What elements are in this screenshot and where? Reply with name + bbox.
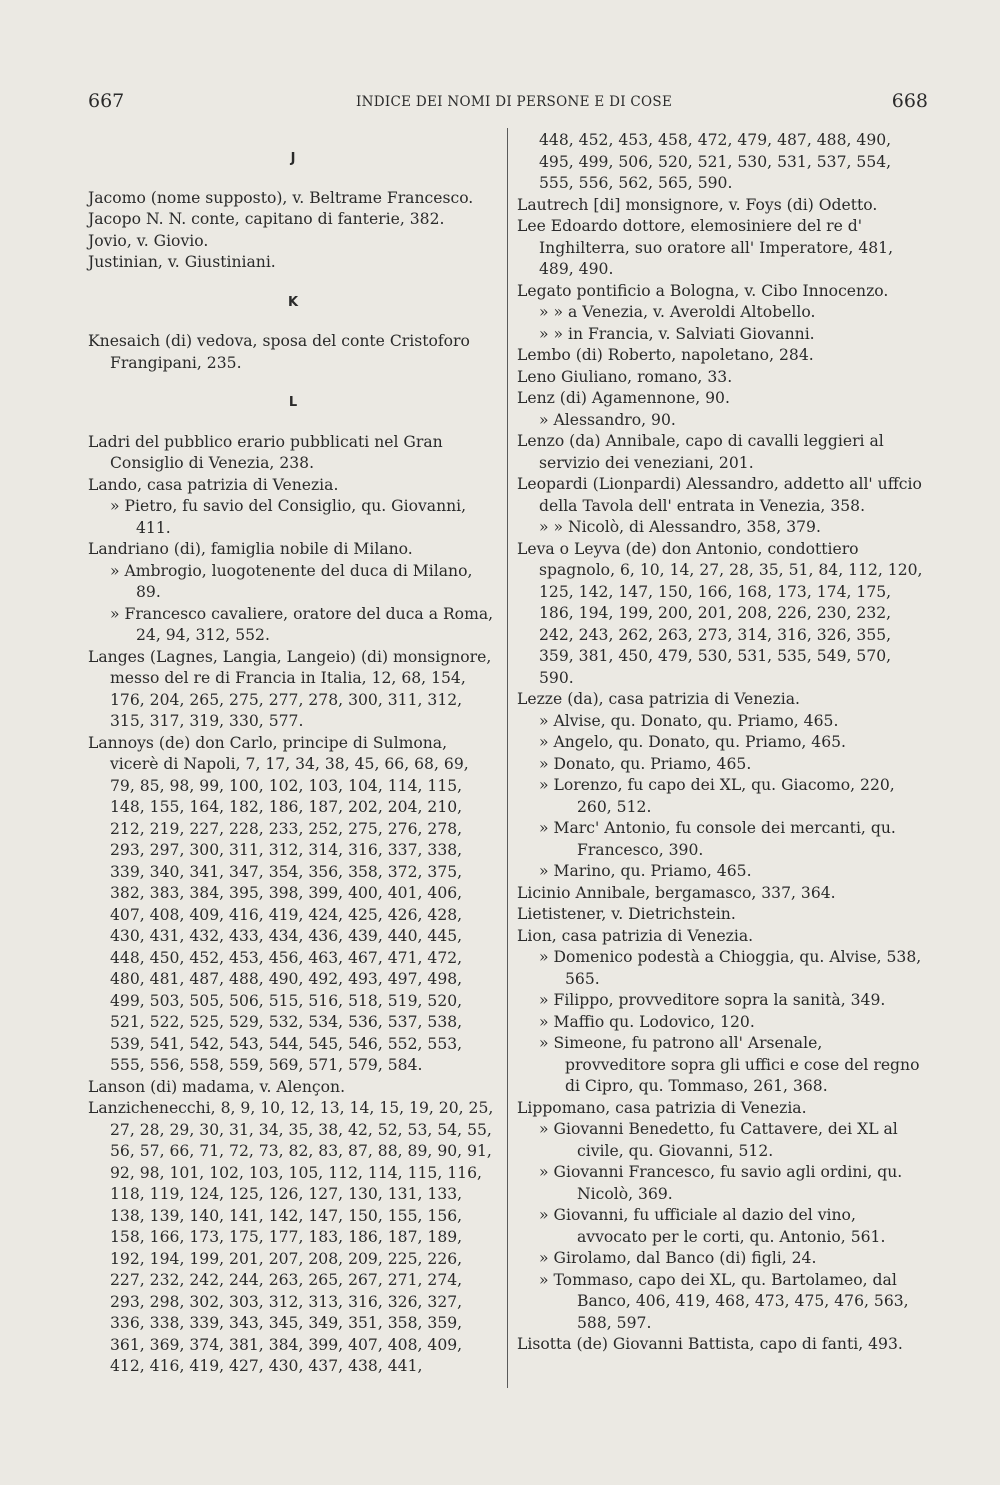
running-title: INDICE DEI NOMI DI PERSONE E DI COSE xyxy=(356,94,673,110)
section-letter-j: J xyxy=(290,151,296,166)
index-entry: Lippomano, casa patrizia di Venezia. xyxy=(517,1098,807,1117)
section-letter-l: L xyxy=(288,395,298,410)
index-entry: Lietistener, v. Dietrichstein. xyxy=(517,905,736,923)
index-entry: Leopardi (Lionpardi) Alessandro, addetto all' uffcio della Tavola dell' entrata in Venezia, 358. xyxy=(517,475,922,515)
index-entry: Landriano (di), famiglia nobile di Milano. xyxy=(88,540,413,558)
index-subentry: » Ambrogio, luogotenente del duca di Milano, 89. xyxy=(110,561,473,601)
index-entry: Lando, casa patrizia di Venezia. xyxy=(88,475,339,494)
left-page-number: 667 xyxy=(88,90,125,112)
index-subentry: » » a Venezia, v. Averoldi Altobello. xyxy=(539,303,816,321)
index-entry: Jovio, v. Giovio. xyxy=(88,231,209,250)
index-entry: Justinian, v. Giustiniani. xyxy=(88,253,276,271)
index-subentry: » Marino, qu. Priamo, 465. xyxy=(539,862,752,880)
index-entry: Lisotta (de) Giovanni Battista, capo di fanti, 493. xyxy=(517,1335,903,1353)
index-subentry: » Pietro, fu savio del Consiglio, qu. Giovanni, 411. xyxy=(110,497,467,537)
index-entry: Lenzo (da) Annibale, capo di cavalli leggieri al servizio dei veneziani, 201. xyxy=(517,432,884,472)
index-subentry: » Filippo, provveditore sopra la sanità, 349. xyxy=(539,991,886,1009)
right-page-number: 668 xyxy=(891,90,928,112)
index-entry: Jacomo (nome supposto), v. Beltrame Francesco. xyxy=(88,188,474,207)
index-subentry: » Marc' Antonio, fu console dei mercanti, qu. Francesco, 390. xyxy=(539,819,896,859)
index-subentry: » Simeone, fu patrono all' Arsenale, provveditore sopra gli uffici e cose del regno di Cipro, qu. Tommaso, 261, 368. xyxy=(539,1034,920,1095)
index-subentry: » Maffio qu. Lodovico, 120. xyxy=(539,1012,755,1031)
index-entry: Lanzichenecchi, 8, 9, 10, 12, 13, 14, 15, 19, 20, 25, 27, 28, 29, 30, 31, 34, 35, 38, 42, 52, 53, 54, 55, 56, 57, 66, 71, 72, 73, 82, 83, 87, 88, 89, 90, 91, 92, 98, 101, 102, 103, 105, 112, 114, 115, 116, 118, 119, 124, 125, 126, 127, 130, 131, 133, 138, 139, 140, 141, 142, 147, 150, 155, 156, 158, 166, 173, 175, 177, 183, 186, 187, 189, 192, 194, 199, 201, 207, 208, 209, 225, 226, 227, 232, 242, 244, 263, 265, 267, 271, 274, 293, 298, 302, 303, 312, 313, 316, 326, 327, 336, 338, 339, 343, 345, 349, 351, 358, 359, 361, 369, 374, 381, 384, 399, 407, 408, 409, 412, 416, 419, 427, 430, 437, 438, 441, xyxy=(88,1099,494,1375)
index-subentry: » Domenico podestà a Chioggia, qu. Alvise, 538, 565. xyxy=(539,948,922,988)
index-entry: Lezze (da), casa patrizia di Venezia. xyxy=(517,690,801,708)
index-subentry: » Alvise, qu. Donato, qu. Priamo, 465. xyxy=(539,711,839,730)
index-entry: Licinio Annibale, bergamasco, 337, 364. xyxy=(517,883,836,902)
index-entry: Ladri del pubblico erario pubblicati nel Gran Consiglio di Venezia, 238. xyxy=(88,432,443,472)
index-subentry: » Alessandro, 90. xyxy=(539,410,676,429)
index-subentry: » Lorenzo, fu capo dei XL, qu. Giacomo, 220, 260, 512. xyxy=(539,776,895,816)
index-entry: Lanson (di) madama, v. Alençon. xyxy=(88,1077,346,1096)
index-entry-continued: 448, 452, 453, 458, 472, 479, 487, 488, 490, 495, 499, 506, 520, 521, 530, 531, 537, 554, 555, 556, 562, 565, 590. xyxy=(539,131,892,192)
index-subentry: » Girolamo, dal Banco (di) figli, 24. xyxy=(539,1249,817,1267)
column-divider xyxy=(507,128,508,1388)
index-entry: Leva o Leyva (de) don Antonio, condottiero spagnolo, 6, 10, 14, 27, 28, 35, 51, 84, 112, 120, 125, 142, 147, 150, 166, 168, 173, 174, 175, 186, 194, 199, 200, 201, 208, 226, 230, 232, 242, 243, 262, 263, 273, 314, 316, 326, 355, 359, 381, 450, 479, 530, 531, 535, 549, 570, 590. xyxy=(517,539,923,687)
index-entry: Knesaich (di) vedova, sposa del conte Cristoforo Frangipani, 235. xyxy=(88,332,470,372)
index-subentry: » Francesco cavaliere, oratore del duca a Roma, 24, 94, 312, 552. xyxy=(110,604,494,644)
index-entry: Lautrech [di] monsignore, v. Foys (di) Odetto. xyxy=(517,195,878,214)
index-subentry: » » in Francia, v. Salviati Giovanni. xyxy=(539,324,815,343)
index-entry: Lembo (di) Roberto, napoletano, 284. xyxy=(517,346,814,364)
index-entry: Lion, casa patrizia di Venezia. xyxy=(517,926,754,945)
index-subentry: » Giovanni Benedetto, fu Cattavere, dei XL al civile, qu. Giovanni, 512. xyxy=(539,1120,898,1160)
index-entry: Legato pontificio a Bologna, v. Cibo Innocenzo. xyxy=(517,281,889,300)
index-subentry: » Giovanni, fu ufficiale al dazio del vino, avvocato per le corti, qu. Antonio, 561. xyxy=(539,1206,886,1246)
left-column xyxy=(88,130,498,1378)
index-subentry: » Donato, qu. Priamo, 465. xyxy=(539,754,752,773)
index-subentry: » » Nicolò, di Alessandro, 358, 379. xyxy=(539,518,821,536)
index-entry: Leno Giuliano, romano, 33. xyxy=(517,367,733,386)
index-entry: Jacopo N. N. conte, capitano di fanterie, 382. xyxy=(88,210,445,228)
index-subentry: » Angelo, qu. Donato, qu. Priamo, 465. xyxy=(539,733,847,751)
index-subentry: » Giovanni Francesco, fu savio agli ordini, qu. Nicolò, 369. xyxy=(539,1163,903,1203)
index-subentry: » Tommaso, capo dei XL, qu. Bartolameo, dal Banco, 406, 419, 468, 473, 475, 476, 563, 588, 597. xyxy=(539,1270,909,1332)
index-entry: Lee Edoardo dottore, elemosiniere del re d' Inghilterra, suo oratore all' Imperatore, 481, 489, 490. xyxy=(517,217,894,278)
right-column xyxy=(517,130,927,1356)
index-entry: Lenz (di) Agamennone, 90. xyxy=(517,389,730,407)
index-entry: Langes (Lagnes, Langia, Langeio) (di) monsignore, messo del re di Francia in Italia, 12, 68, 154, 176, 204, 265, 275, 277, 278, 300, 311, 312, 315, 317, 319, 330, 577. xyxy=(88,647,492,730)
index-entry: Lannoys (de) don Carlo, principe di Sulmona, vicerè di Napoli, 7, 17, 34, 38, 45, 66, 68, 69, 79, 85, 98, 99, 100, 102, 103, 104, 114, 115, 148, 155, 164, 182, 186, 187, 202, 204, 210, 212, 219, 227, 228, 233, 252, 275, 276, 278, 293, 297, 300, 311, 312, 314, 316, 337, 338, 339, 340, 341, 347, 354, 356, 358, 372, 375, 382, 383, 384, 395, 398, 399, 400, 401, 406, 407, 408, 409, 416, 419, 424, 425, 426, 428, 430, 431, 432, 433, 434, 436, 439, 440, 445, 448, 450, 452, 453, 456, 463, 467, 471, 472, 480, 481, 487, 488, 490, 492, 493, 497, 498, 499, 503, 505, 506, 515, 516, 518, 519, 520, 521, 522, 525, 529, 532, 534, 536, 537, 538, 539, 541, 542, 543, 544, 545, 546, 552, 553, 555, 556, 558, 559, 569, 571, 579, 584. xyxy=(88,733,469,1074)
section-letter-k: K xyxy=(287,294,299,310)
page-header xyxy=(88,90,928,114)
